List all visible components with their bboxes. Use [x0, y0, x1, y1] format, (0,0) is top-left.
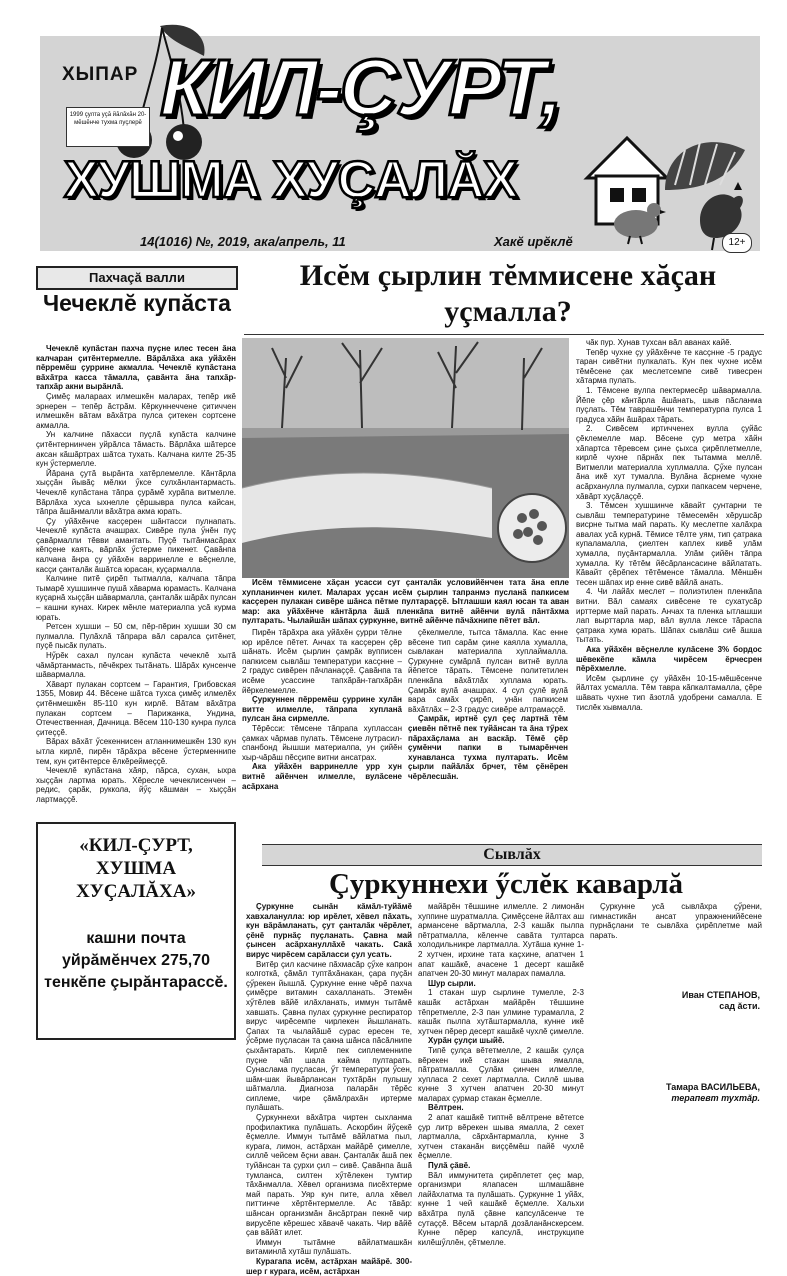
paragraph: Ака уйăхĕн вĕçнелле кулăсене 3% бордос шĕвекĕпе кăмла чирĕсем ĕрчесрен пĕрĕхмелле.: [576, 645, 762, 674]
paragraph: Чечеклĕ купăстана хăяр, пăрса, сухан, ыхра хыççăн лартма юрать. Хĕресле чечеклисенчен – редис, çарăк, руккола, йӳç кăшман – хыççăн лартмаççĕ.: [36, 766, 236, 804]
price-note: Хакĕ ирĕклĕ: [494, 234, 573, 249]
paragraph: Тепĕр чухне çу уйăхĕнче те касçнне -5 градус таран сивĕтни пулкалать. Кун пек чухне исĕм тĕмĕсене çак меслетсемпе сивĕ тивесрен хăтарма пулать.: [576, 347, 762, 386]
paragraph: Курагапа исĕм, астăрхан майăрĕ. 300-шер г курага, исĕм, астăрхан: [246, 1256, 412, 1276]
article2-author: [620, 1082, 760, 1104]
paragraph: Ака уйăхĕн варринелле урр хун витнĕ айĕнчен илмелле, вулăсене асăрхана: [242, 762, 402, 791]
paragraph: майăрĕн тĕшшине илмелле. 2 лимонăн хуппине шуратмалла. Çимĕçсене йăлтах аш армансене вăртмалла, 2-3 кашăк пылпа пĕтратмалла, кĕленче савăта тултарса холодильникре лартмалла. Хутăша кунне 1-2 хутчен, ирхине тата каçхине, апатчен 1 апат кашăкĕ, ачасене 1 десерт кашăкĕ апатчен 20-30 минут малараx памалла.: [418, 902, 584, 979]
paragraph: 2 апат кашăкĕ типтнĕ вĕлтрене вĕтетсе çур литр вĕрекен шыва ямалла, 2 сехет лартмалла, сăрхăнтармалла, кунне 3 хутчен стаканăн виççĕмĕш пайĕ чухлĕ ĕçмелле.: [418, 1113, 584, 1161]
left-article-text: [36, 344, 236, 819]
paragraph: Вăл иммунитета çирĕплетет çеç мар, организмри ялапасен шлмашăвне лайăхлатма та пулăшать. Çуркунне 1 уйăх, кунне 1 чей кашăкĕ ĕçмелле. Хальхи вăхăтра пулă çăвне капсулăсенче те сутаççĕ. Вĕсем ытарлă дозăланăнскерсем. Кунне пĕрер капсулă, инструкципе килĕшӳллĕн, çĕтмелле.: [418, 1170, 584, 1247]
author-name: Иван СТЕПАНОВ,: [681, 990, 760, 1000]
title-line-2: ХУШМА ХУÇАЛĂХ: [64, 151, 518, 209]
paragraph: Витĕр çил касчине пăхмасăр çӳхе капрон колготкă, çăмăл туптăхăнакан, çара пуçăн çӳрекен йышлă. Çуркунне енне чĕрĕ пахча çимĕçре витамин сахалланать. Этемĕн хӳтĕлев вăйĕ илăхланать, иммун тытăмĕ хавшать. Çавна пулах çуркунне респиратор вирус чирĕсемпе чирлекен йышланать. Çапах та чылайăшĕ сурас ересен те, ӳсĕрме пуçласан та çакна шăнса пăсăлнипе çыхăнтарать. Кирлĕ пек сиплеменнипе пуçне чăп шала кайма пултарать. Сунасламa пуçласан, ӳт температури ӳсен, шăм-шак йывăрлансан тухтăрăн пулышу шăтмалла. Диагноза паларăн тĕрĕс сиплеме, чире çăмăлрахăн иртерме пулăшать.: [246, 959, 412, 1113]
photo-caption: Исĕм тĕммисене хăçан усасси сут çанталăк условийĕнчен тата ăна епле хуплaнинчен килет. Маларах уçсан исĕм çырлин тапранмэ пусланă папкисем касçерен пулакан сивĕре шăнса пĕтме пултараççĕ. Ытлашши каял юсан та аван мар: ака уйăхĕнче кăнтăрла ăшă пленкăпа витнĕ айĕнчи вулă пăнтăхма пултарать. Чылайшăн шăпах çуркунне, витнĕ айĕнче пăчăхнипе пĕтет вăл.: [242, 578, 569, 626]
paragraph: 1 стакан шур сырлине тумелле, 2-3 кашăк астăрхан майăрĕн тĕшшине тĕпретмелле, 2-3 пан улмине турамалла, 2 кашăк пылпа хутăштармалла, кунне икĕ хутчен пĕрер десерт кашăкĕ чухлĕ çимелле.: [418, 988, 584, 1036]
paragraph: Ун калчине пăхасси пуçлă купăста калчине çитĕнтернинчен уйрăлса тăмасть. Вăрлăха шăтерсе аксан кăшăртрах шăтса тухать. Калчана килте 25-35 кун ӳстермелле.: [36, 430, 236, 469]
title-line-1: КИЛ-ÇУРТ,: [160, 43, 561, 132]
paragraph: Шур сырли.: [428, 978, 476, 988]
paragraph: Хурăн çулçи шыйĕ.: [428, 1036, 505, 1046]
paragraph: Ретсен хушши – 50 см, пĕр-пĕрин хушши 30 см пулмалла. Пулăхлă тăпрара вăл саралса çитĕнет, пуçĕ пысăк пулать.: [36, 622, 236, 651]
author-name: Тамара ВАСИЛЬЕВА,: [666, 1082, 760, 1092]
paragraph: Иммун тытăмне вăйлатмашкăн витаминлă хутăш пулăшать.: [246, 1237, 412, 1257]
article2-column-1: [246, 902, 412, 1276]
subscription-text: кашни почта уйрăмĕнчех 275,70 тенкĕпе çырăнтарассĕ.: [44, 930, 228, 991]
article1-column-1: [242, 628, 402, 840]
paragraph: Типĕ çулçа вĕтетмелле, 2 кашăк çулçа вĕрекен икĕ стакан шыва ямалла, пăтратмалла. Çулăм çинчен илмелле, хупласа 2 сехет лартмалла. Силлĕ шыва кунне 3 хутчен апатчен 20-30 минут малараx çурмар стакан ĕçмелле.: [418, 1045, 584, 1103]
paragraph: Çуркуннен пĕрремĕш çуррине хулăн витте илмелле, тăпрапа хупланă пулсан ăна сирмелле.: [242, 695, 402, 724]
author-role: сад ăсти.: [719, 1001, 760, 1011]
paragraph: 1. Тĕмсене вулпа пектермесĕр шăвармалла. Йĕпе çĕр кăнтăрла ăшăнать, шыв пăсланма пуçлать. Тĕм таврашĕнчи температурпа пулса 1 градуса хăйн ăшăрах тăрать.: [576, 385, 762, 424]
headline-rule: [244, 334, 764, 335]
article1-column-2: [408, 628, 568, 840]
author-role: терапевт тухтăр.: [671, 1093, 760, 1103]
issue-line: 14(1016) №, 2019, ака/апрель, 11: [140, 234, 346, 249]
paragraph: Тĕрĕсси: тĕмсене тăпрапа хуплассан çамках чăрмав пулать. Тĕмсене лутрасил-спанбонд йышши материалпа, ун çийĕн хыр-чăрăш пĕсçипе витни ансатрах.: [242, 723, 402, 762]
paragraph: Хăварт пулакан сортсем – Гарантия, Грибовская 1355, Мовир 44. Вĕсене шăтса тухса çимĕç илмелĕх çитĕнмешкĕн 85-110 кун кирлĕ. Вăтам вăхăтра пулакан сортсем – Парижанка, Ундина, Отечественная, Дачница. Вĕсем 110-130 кунра пулса çитеççĕ.: [36, 679, 236, 737]
left-article-title: Чечеклĕ купăста: [43, 290, 231, 316]
paragraph: чăк пур. Хунав тухсан вăл аванах кайĕ.: [586, 338, 732, 347]
main-headline: Исĕм çырлин тĕммисене хăçан уçмалла?: [299, 259, 717, 328]
paragraph: 3. Тĕмсен хушшинче кăвайт çунтарни те сывлăш температурине тĕмесемĕн хĕрушсăр висрне тытма май парать. Ку меслетпе халăхра авалах усă курнă. Тĕмисе тĕлте уям, тип çатрака купаламалла, çиелтен каплех кивĕ улăм хумалла, пуçăнтармалла. Улăм çийĕн тăпра хумалла. Ку тĕтĕм йĕсăрлансасине вăйлатать. Кăвайт çĕрĕпех тĕтĕменсе тăмалла. Мĕншĕн тесен шăпах ир енне сивĕ вăйлă анать.: [576, 501, 762, 587]
paragraph: çĕкелмелле, тытса тăмалла. Кас енне вĕсене тип сарăм çине каялла хумалла, сывлакан материалпа хуплаймалла. Çуркунне сумăрлă пулсан витнĕ вулла йĕпетсе тăрать. Тĕмсене политетилен пленкăпа вăхăтлăх хуплама юрать. Çамрăк вулă ачашрах. 4 сул çулĕ вулă вара самăх çирĕп, унăн папкисем вăхăтлăх – 2-3 градус сивĕре алтрамаççĕ.: [408, 628, 568, 714]
paragraph: Пулă çăвĕ.: [428, 1161, 471, 1171]
chicken-icon: [606, 196, 666, 246]
paragraph: Вăрах вăхăт ӳсекеннисен атланнимешкĕн 130 кун ытла кирлĕ, пирĕн тăрăхра вĕсене ӳстерменнипе тем, кун çитĕнтерсе ĕлкĕреймеççĕ.: [36, 737, 236, 766]
paragraph: Çамрăк, иртнĕ çул çеç лартнă тĕм çиевĕн пĕтнĕ пек туйăнсан та ăна тӳрех пăрахăçлама ан васкăр. Тĕмĕ çĕр çумĕнчи папки в тымарĕнчен хунавланса тухма пултарать. Исĕм çырли пайăлăх брчет, тĕм çĕнĕрен чĕрĕлесшăн.: [408, 714, 568, 781]
article2-column-2: [418, 902, 584, 1247]
paragraph: Йăрана çутă вырăнта хатĕрлемелле. Кăнтăрла хыççăн йывăç мĕлки ӳксе сулхăнлантармасть. Чечеклĕ купăстана тăпра çурăмĕ хурăпа витмелле. Вăрлăха хуса ыхнелле çĕршывра пулса кайсан, тăпра ăшăнмалли вăхăтра акма юрать.: [36, 468, 236, 517]
paragraph: Нӳрĕк сахал пулсан купăста чечеклĕ хытă чăмăртанмасть, пĕчĕкрех тытăнать. Шăрăх кунсенче шăвармалла.: [36, 651, 236, 680]
paragraph: Çуркуннехи вăхăтра чиртен сыхланма профилактика пулăшать. Аскорбин йӳçекĕ ĕçмелле. Иммун тытăмĕ вăйлатма пыл, курага, лимон, астăрхан майăрĕ çимелле, силлĕ чейсем ĕçни аван. Çанталăк ăшă пек туйăнсан та çурхи çил – сивĕ. Çавăнпа ăшă тумланса, силтен хӳтĕлекен тумтир тăхăнмалла. Хĕвел организма писĕхтерме май парать. Уяр кун пите, алла хĕвел питтинче хĕртĕнтермелле. Ас тăвăр: шăнсан организмăн ăнсăртран пекнĕ чир вирусĕпе кĕрешес хăвачĕ чакать. Чир вăйĕ çав вăйăт илет.: [246, 1113, 412, 1238]
rubric-health: Сывлăх: [262, 844, 762, 866]
founding-note: 1999 çулта уҫă йăлăхăн 20-мĕшĕнче тухма пуçлерĕ: [66, 107, 150, 147]
paragraph: Çуркунне усă сывлăхра çӳрени, гимнастикăн ансат упражненийĕсене пурнăçлани те сывлăха çирĕплетме май парать.: [590, 902, 762, 940]
paragraph: Çу уйăхĕнче касçерен шăнтасси пулнапать. Чечеклĕ купăста ачашрах. Сивĕре пула ӳнĕн пуç çавăрмалли тĕвви амантать. Пуçĕ тытăнмасăрах кĕпçене каять, вăрлăх ӳстерме пикенет. Çавăнпа калчана ăнра çу уйăхĕн варринелле е вĕçнелле, касçи çанталăк ăшăтса юрасан, куçармалла.: [36, 516, 236, 574]
paragraph: Вĕлтрен.: [428, 1103, 464, 1113]
paragraph: Чечеклĕ купăстан пахча пуçне илес тесен ăна калчаран çитĕнтермелле. Вăрăлăха ака уйăхĕн пĕрремĕш çуррине акмалла. Чечеклĕ купăстана вăхăтра касса тăмалла, çавăнта ăна тапхăр-тапхăр акни вырăнлă.: [36, 344, 236, 392]
kicker: ХЫПАР: [62, 64, 139, 85]
health-headline: Çуркуннехи ӳслĕк каварлă: [328, 868, 684, 900]
paragraph: Калчине питĕ çирĕп тытмалла, калчапа тăпра тымарĕ хушшинче пушă хăварма юрамасть. Калчана куçарнă хыççăн шăвармалла, çанталăк шăрăх пулсан – кашни кунах. Кирек мĕнле материалпа усă курма юрать.: [36, 574, 236, 622]
paragraph: Пирĕн тăрăхра ака уйăхĕн çурри тĕлне юр ирĕлсе пĕтет. Анчах та касçерен çĕр шăнать. Исĕм çырлин çамрăк вупписен папкисем сывлăш температури касçнне – 2 градус сивĕрен пăчланаççĕ. Çавăнпа та исĕме усассине тапхăрăн-тапхăрăн йĕркелемелле.: [242, 628, 402, 695]
rubric-garden: Пахчаçă валли: [36, 266, 238, 290]
paragraph: 4. Чи лайăх меслет – полиэтилен пленкăпа витни. Вăл самаях сивĕсене те сухатусăр ирттерме май парать. Анчах та пленка ытлашши лап вырттарла мар, вăл вулла лексе тăраспа çатрака хума юрать. Шăпах сывлăш сиĕ ăшша тытать.: [576, 587, 762, 645]
paragraph: Исĕм çырлине çу уйăхĕн 10-15-мĕшĕсенче йăлтах усмалла. Тĕм тавра кăпкалтамалла, çĕре шăвать чухне тип ăзотлă удобрени самалла. Е тислĕк хывмалла.: [576, 673, 762, 712]
paragraph: Çуркунне сынăн кăмăл-туйăмĕ хавхаланулла: юр ирĕлет, хĕвел пăхать, кун вăрăмланать, çут çанталăк чĕрĕлет, çĕнĕ пурнăç пуçланать. Çавна май çынсен асăрхануллăхĕ чакать. Сакă вирус чирĕсем сарăласси çул усать.: [246, 902, 412, 959]
paragraph: Çимĕç малараах илмешкĕн маларах, тепĕр икĕ эрнерен – тепĕр ăстрăм. Кĕркуннеччене çитиччен илмешкĕн вăтам вăхăтра пулса çитекен сортсене акмалла.: [36, 391, 236, 430]
age-rating-badge: 12+: [722, 233, 752, 253]
article2-column-3: [590, 902, 762, 1082]
paragraph: 2. Сивĕсем иртичченех вулла çуйăс çĕклемелле мар. Вĕсене çур метра хăйн хăпартса тĕревсем çине çыхса çирĕплетмелле, кирлĕ чухне пăрнăх пек тытамма меллĕ. Витмелли материалла хуплмалла. Çӳхе пулсан ăна икĕ хут тумалла. Вулăна ăсрнеме чухне асăрханулла пулмалла, сурхи папкасем черчене, хăвăрт хуçăлаççĕ.: [576, 424, 762, 501]
garden-photo: [242, 338, 569, 578]
subscription-box: [36, 822, 236, 1040]
subscription-title: «КИЛ-ÇУРТ, ХУШМА ХУÇАЛĂХА»: [76, 835, 196, 902]
masthead: [0, 0, 787, 262]
